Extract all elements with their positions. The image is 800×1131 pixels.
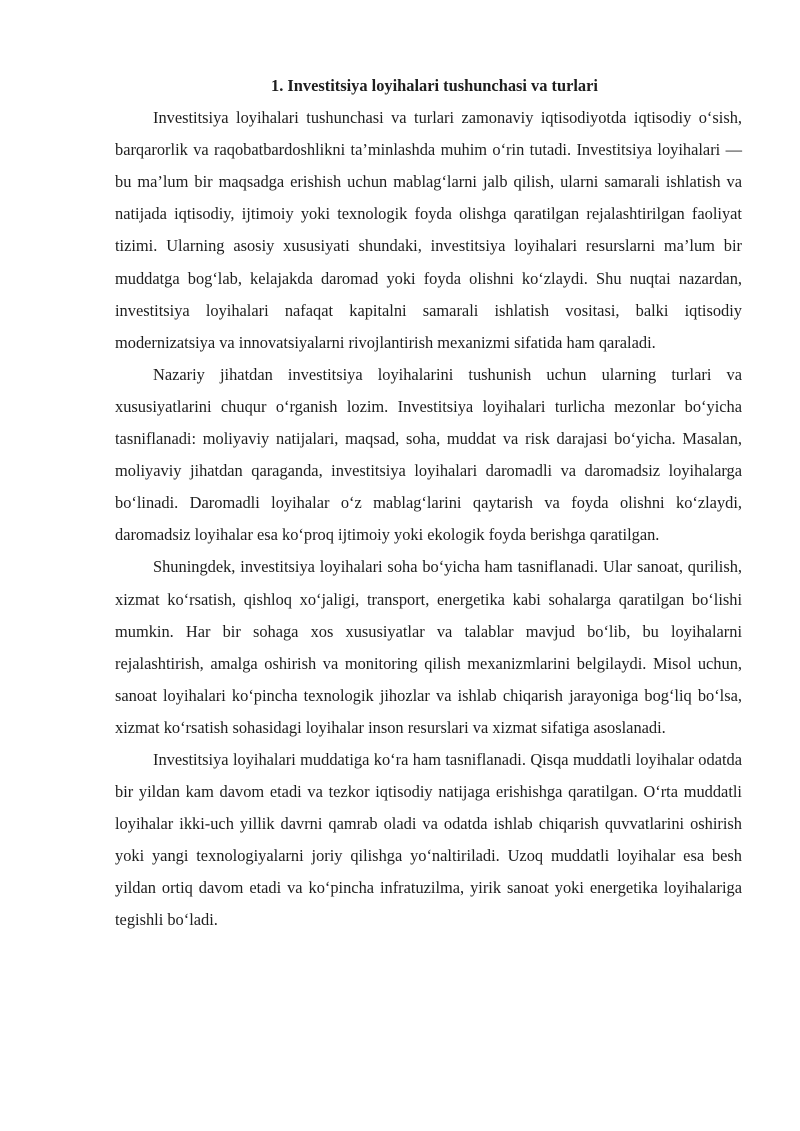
- section-title: 1. Investitsiya loyihalari tushunchasi va turlari: [271, 76, 598, 95]
- paragraph-definition: Investitsiya loyihalari tushunchasi va turlari zamonaviy iqtisodiyotda iqtisodiy o‘sish, barqarorlik va raqobatbardoshlikni ta’minlashda muhim o‘rin tutadi. Investitsiya loyihalari — bu ma’lum bir maqsadga erishish uchun mablag‘larni jalb qilish, ularni samarali ishlatish va natijada iqtisodiy, ijtimoiy yoki texnologik foyda olishga qaratilgan rejalashtirilgan faoliyat tizimi. Ularning asosiy xususiyati shundaki, investitsiya loyihalari resurslarni ma’lum bir muddatga bog‘lab, kelajakda daromad yoki foyda olishni ko‘zlaydi. Shu nuqtai nazardan, investitsiya loyihalari nafaqat kapitalni samarali ishlatish vositasi, balki iqtisodiy modernizatsiya va innovatsiyalarni rivojlantirish mexanizmi sifatida ham qaraladi.: [115, 108, 742, 352]
- paragraph-duration: Investitsiya loyihalari muddatiga ko‘ra ham tasniflanadi. Qisqa muddatli loyihalar odatda bir yildan kam davom etadi va tezkor iqtisodiy natijaga erishishga qaratilgan. O‘rta muddatli loyihalar ikki-uch yillik davrni qamrab oladi va odatda ishlab chiqarish quvvatlarini oshirish yoki yangi texnologiyalarni joriy qilishga yo‘naltiriladi. Uzoq muddatli loyihalar esa besh yildan ortiq davom etadi va ko‘pincha infratuzilma, yirik sanoat yoki energetika loyihalariga tegishli bo‘ladi.: [115, 749, 742, 930]
- paragraph-sector: Shuningdek, investitsiya loyihalari soha bo‘yicha ham tasniflanadi. Ular sanoat, qurilish, xizmat ko‘rsatish, qishloq xo‘jaligi, transport, energetika kabi sohalarga qaratilgan bo‘lishi mumkin. Har bir sohaga xos xususiyatlar va talablar mavjud bo‘lib, bu loyihalarni rejalashtirish, amalga oshirish va monitoring qilish mexanizmlarini belgilaydi. Misol uchun, sanoat loyihalari ko‘pincha texnologik jihozlar va ishlab chiqarish jarayoniga bog‘liq bo‘lsa, xizmat ko‘rsatish sohasidagi loyihalar inson resurslari va xizmat sifatiga asoslanadi.: [115, 557, 742, 737]
- document-page: [115, 70, 742, 937]
- paragraph-classification: Nazariy jihatdan investitsiya loyihalarini tushunish uchun ularning turlari va xususiyatlarini chuqur o‘rganish lozim. Investitsiya loyihalari turlicha mezonlar bo‘yicha tasniflanadi: moliyaviy natijalari, maqsad, soha, muddat va risk darajasi bo‘yicha. Masalan, moliyaviy jihatdan qaraganda, investitsiya loyihalari daromadli va daromadsiz loyihalarga bo‘linadi. Daromadli loyihalar o‘z mablag‘larini qaytarish va foyda olishni ko‘zlaydi, daromadsiz loyihalar esa ko‘proq ijtimoiy yoki ekologik foyda berishga qaratilgan.: [115, 364, 742, 545]
